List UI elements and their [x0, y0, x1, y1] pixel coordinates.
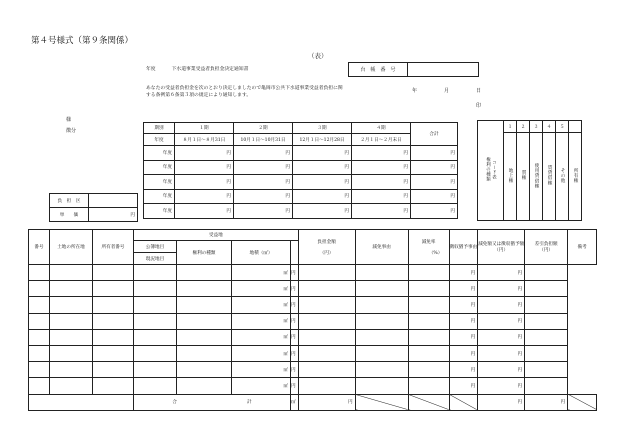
notice-year-label: 年度: [146, 67, 156, 72]
cell-right-type[interactable]: [177, 329, 232, 345]
cell-deferral-amount[interactable]: 円: [449, 329, 478, 345]
land-table: [28, 229, 597, 411]
unit-price-label: 単 価: [50, 208, 89, 222]
seal-mark: 印: [476, 103, 482, 109]
cell-number[interactable]: [29, 345, 50, 361]
cell-register[interactable]: [134, 281, 177, 297]
period-row-year: 年度: [144, 204, 175, 219]
cell-net-amount[interactable]: 円: [478, 378, 525, 394]
period-row-amount[interactable]: 円: [352, 189, 411, 204]
cell-area[interactable]: ㎡: [232, 378, 291, 394]
cell-burden-amount[interactable]: 円: [291, 281, 299, 297]
cell-area[interactable]: ㎡: [232, 329, 291, 345]
addressee-suffix: 様: [66, 117, 72, 123]
cell-location[interactable]: [50, 297, 93, 313]
period-row-year: 年度: [144, 189, 175, 204]
total-net-amount[interactable]: 円: [525, 394, 568, 410]
table-row: [29, 297, 597, 313]
table-row: [29, 345, 597, 361]
cell-location[interactable]: [50, 345, 93, 361]
cell-owner-number[interactable]: [93, 313, 134, 329]
right-lease: 賃貸借権: [543, 133, 556, 221]
cell-right-type[interactable]: [177, 265, 232, 281]
code-col-blank: [569, 121, 582, 133]
right-loan-use: 使用貸借権: [530, 133, 543, 221]
period-row-amount[interactable]: 円: [175, 189, 234, 204]
col-net-amount: 差引負担額 （円）: [525, 230, 568, 265]
col-public-register: 公簿地目: [134, 241, 177, 253]
burden-box: [49, 193, 138, 222]
cell-burden-amount[interactable]: 円: [291, 362, 299, 378]
col-owner-number: 所有者番号: [93, 230, 134, 265]
cell-remarks[interactable]: [525, 329, 568, 345]
burden-area-field[interactable]: [89, 194, 138, 208]
cell-owner-number[interactable]: [93, 281, 134, 297]
cell-reduction-reason[interactable]: [298, 329, 355, 345]
table-row: [29, 281, 597, 297]
cell-location[interactable]: [50, 265, 93, 281]
period-row: [144, 146, 458, 161]
period-row: [144, 160, 458, 175]
cell-net-amount[interactable]: 円: [478, 265, 525, 281]
cell-owner-number[interactable]: [93, 329, 134, 345]
period-3-range: 12月１日～12月28日: [293, 134, 352, 146]
rights-code-header: [478, 121, 504, 221]
cell-number[interactable]: [29, 378, 50, 394]
cell-deferral[interactable]: [408, 313, 449, 329]
period-2-name: ２期: [234, 123, 293, 134]
period-1-name: １期: [175, 123, 234, 134]
cell-number[interactable]: [29, 362, 50, 378]
cell-right-type[interactable]: [177, 345, 232, 361]
col-remarks: 備考: [568, 230, 597, 265]
period-row-year: 年度: [144, 175, 175, 190]
cell-net-amount[interactable]: 円: [478, 313, 525, 329]
cell-remarks[interactable]: [525, 313, 568, 329]
col-right-type: 権利の種類: [177, 241, 232, 265]
rights-type-label: 権利の種類: [485, 157, 491, 182]
cell-number[interactable]: [29, 297, 50, 313]
total-deferral-slash: [449, 394, 478, 410]
cell-deferral-amount[interactable]: 円: [449, 345, 478, 361]
cell-owner-number[interactable]: [93, 265, 134, 281]
period-row-amount[interactable]: 円: [234, 175, 293, 190]
cell-deferral[interactable]: [408, 265, 449, 281]
cell-reduction-rate[interactable]: [355, 378, 408, 394]
cell-owner-number[interactable]: [93, 345, 134, 361]
period-row-amount[interactable]: 円: [234, 204, 293, 219]
period-1-range: ８月１日～８月31日: [175, 134, 234, 146]
cell-register[interactable]: [134, 345, 177, 361]
date-day-label: 日: [476, 88, 482, 94]
cell-remarks[interactable]: [525, 281, 568, 297]
register-number-field[interactable]: [408, 63, 479, 77]
period-row-amount[interactable]: 円: [293, 204, 352, 219]
code-table-label: コード表: [491, 159, 497, 180]
cell-reduction-reason[interactable]: [298, 281, 355, 297]
cell-net-amount[interactable]: 円: [478, 297, 525, 313]
cell-right-type[interactable]: [177, 362, 232, 378]
period-table: [143, 122, 458, 219]
cell-area[interactable]: ㎡: [232, 313, 291, 329]
cell-register[interactable]: [134, 297, 177, 313]
cell-net-amount[interactable]: 円: [478, 329, 525, 345]
cell-deferral-amount[interactable]: 円: [449, 281, 478, 297]
total-reduction-reason-slash: [355, 394, 408, 410]
date-month-label: 月: [444, 88, 450, 94]
code-col-3: ３: [530, 121, 543, 133]
period-row-amount[interactable]: 円: [293, 189, 352, 204]
cell-reduction-rate[interactable]: [355, 265, 408, 281]
cell-remarks[interactable]: [525, 362, 568, 378]
cell-reduction-rate[interactable]: [355, 329, 408, 345]
col-reduction-rate: 減免率 （%）: [408, 230, 449, 265]
table-row: [29, 265, 597, 281]
cell-number[interactable]: [29, 265, 50, 281]
total-row: [29, 394, 597, 410]
col-location: 土地の所在地: [50, 230, 93, 265]
table-row: [29, 329, 597, 345]
front-side-label: （表）: [308, 52, 328, 60]
cell-burden-amount[interactable]: 円: [291, 378, 299, 394]
code-col-4: ４: [543, 121, 556, 133]
cell-owner-number[interactable]: [93, 378, 134, 394]
cell-deferral-amount[interactable]: 円: [449, 362, 478, 378]
right-surface: 地上権: [504, 133, 517, 221]
cell-area[interactable]: ㎡: [232, 281, 291, 297]
period-row-amount[interactable]: 円: [175, 175, 234, 190]
cell-remarks[interactable]: [525, 345, 568, 361]
period-row-amount[interactable]: 円: [352, 175, 411, 190]
cell-burden-amount[interactable]: 円: [291, 345, 299, 361]
cell-deferral[interactable]: [408, 329, 449, 345]
cell-location[interactable]: [50, 281, 93, 297]
form-number: 第４号様式（第９条関係）: [31, 36, 134, 46]
total-area[interactable]: ㎡: [291, 394, 299, 410]
period-row-amount[interactable]: 円: [175, 160, 234, 175]
cell-reduction-rate[interactable]: [355, 362, 408, 378]
category-label: 徴分: [66, 128, 77, 134]
period-row-amount[interactable]: 円: [293, 175, 352, 190]
period-row-amount[interactable]: 円: [411, 160, 458, 175]
cell-reduction-rate[interactable]: [355, 281, 408, 297]
period-row-amount[interactable]: 円: [411, 175, 458, 190]
cell-deferral-amount[interactable]: 円: [449, 265, 478, 281]
right-other: その他: [556, 133, 569, 221]
cell-reduction-rate[interactable]: [355, 297, 408, 313]
cell-deferral-amount[interactable]: 円: [449, 297, 478, 313]
cell-area[interactable]: ㎡: [232, 297, 291, 313]
cell-burden-amount[interactable]: 円: [291, 313, 299, 329]
period-row-amount[interactable]: 円: [234, 160, 293, 175]
unit-price-field[interactable]: 円: [89, 208, 138, 222]
period-row-amount[interactable]: 円: [352, 160, 411, 175]
cell-reduction-rate[interactable]: [355, 313, 408, 329]
cell-deferral[interactable]: [408, 297, 449, 313]
period-row-amount[interactable]: 円: [293, 146, 352, 161]
notice-body: あなたの受益者負担金を次のとおり決定しましたので亀岡市公共下水道事業受益者負担に関する条例第６条第３項の規定により通知します。: [146, 86, 343, 99]
code-col-2: ２: [517, 121, 530, 133]
cell-register[interactable]: [134, 362, 177, 378]
col-area: 地積（㎡）: [232, 241, 291, 265]
period-row-amount[interactable]: 円: [411, 146, 458, 161]
col-reduction-reason: 減免事由: [355, 230, 408, 265]
cell-reduction-rate[interactable]: [355, 345, 408, 361]
cell-burden-amount[interactable]: 円: [291, 297, 299, 313]
cell-deferral[interactable]: [408, 362, 449, 378]
burden-area-label: 負 担 区: [50, 194, 89, 208]
period-row-amount[interactable]: 円: [175, 146, 234, 161]
cell-number[interactable]: [29, 281, 50, 297]
col-deferral: 徴収猶予事由: [449, 230, 478, 265]
cell-net-amount[interactable]: 円: [478, 362, 525, 378]
right-pledge: 質権: [517, 133, 530, 221]
cell-reduction-reason[interactable]: [298, 265, 355, 281]
cell-register[interactable]: [134, 329, 177, 345]
rights-code-table: [477, 120, 582, 221]
period-row-amount[interactable]: 円: [293, 160, 352, 175]
period-row: [144, 189, 458, 204]
cell-deferral-amount[interactable]: 円: [449, 313, 478, 329]
cell-area[interactable]: ㎡: [232, 362, 291, 378]
cell-reduction-reason[interactable]: [298, 362, 355, 378]
table-row: [29, 378, 597, 394]
cell-right-type[interactable]: [177, 378, 232, 394]
date-year-label: 年: [412, 88, 418, 94]
cell-area[interactable]: ㎡: [232, 345, 291, 361]
cell-deferral[interactable]: [408, 378, 449, 394]
cell-location[interactable]: [50, 329, 93, 345]
cell-register[interactable]: [134, 313, 177, 329]
register-number-box: [348, 62, 479, 77]
cell-right-type[interactable]: [177, 281, 232, 297]
cell-area[interactable]: ㎡: [232, 265, 291, 281]
juekichi-header: 受益地: [134, 230, 299, 241]
cell-burden-amount[interactable]: 円: [291, 329, 299, 345]
code-col-5: ５: [556, 121, 569, 133]
cell-deferral[interactable]: [408, 345, 449, 361]
cell-deferral[interactable]: [408, 281, 449, 297]
cell-reduction-reason[interactable]: [298, 378, 355, 394]
cell-reduction-reason[interactable]: [298, 297, 355, 313]
cell-reduction-reason[interactable]: [298, 313, 355, 329]
col-burden-amount: 負担金額 （円）: [298, 230, 355, 265]
period-row: [144, 175, 458, 190]
total-row-blank: [29, 394, 134, 410]
period-row: [144, 204, 458, 219]
period-3-name: ３期: [293, 123, 352, 134]
cell-number[interactable]: [29, 329, 50, 345]
period-row-year: 年度: [144, 146, 175, 161]
period-row-amount[interactable]: 円: [352, 204, 411, 219]
period-row-amount[interactable]: 円: [411, 204, 458, 219]
notice-title-text: 下水道事業受益者負担金決定通知書: [171, 67, 249, 72]
table-row: [29, 313, 597, 329]
cell-register[interactable]: [134, 265, 177, 281]
total-reduction-rate-slash: [408, 394, 449, 410]
cell-right-type[interactable]: [177, 313, 232, 329]
cell-number[interactable]: [29, 313, 50, 329]
right-ownership: 所有権: [569, 133, 582, 221]
cell-net-amount[interactable]: 円: [478, 345, 525, 361]
code-col-1: １: [504, 121, 517, 133]
cell-owner-number[interactable]: [93, 297, 134, 313]
col-current: 現況地目: [134, 253, 177, 265]
total-deferral-amount[interactable]: 円: [478, 394, 525, 410]
cell-location[interactable]: [50, 378, 93, 394]
notice-title: [146, 65, 248, 72]
register-number-label: 台 帳 番 号: [349, 63, 408, 77]
total-burden-amount[interactable]: 円: [298, 394, 355, 410]
period-row-year: 年度: [144, 160, 175, 175]
period-label: 期別: [144, 123, 175, 134]
period-row-amount[interactable]: 円: [234, 146, 293, 161]
cell-location[interactable]: [50, 313, 93, 329]
period-4-name: ４期: [352, 123, 411, 134]
cell-deferral-amount[interactable]: 円: [449, 378, 478, 394]
cell-burden-amount[interactable]: 円: [291, 265, 299, 281]
total-remarks-slash: [568, 394, 597, 410]
period-row-amount[interactable]: 円: [411, 189, 458, 204]
period-2-range: 10月１日～10月31日: [234, 134, 293, 146]
period-4-range: ２月１日～２月末日: [352, 134, 411, 146]
col-number: 番号: [29, 230, 50, 265]
cell-owner-number[interactable]: [93, 362, 134, 378]
cell-remarks[interactable]: [525, 265, 568, 281]
total-row-label: 合 計: [134, 394, 291, 410]
period-row-amount[interactable]: 円: [352, 146, 411, 161]
cell-register[interactable]: [134, 378, 177, 394]
cell-net-amount[interactable]: 円: [478, 281, 525, 297]
cell-right-type[interactable]: [177, 297, 232, 313]
period-year-label: 年度: [144, 134, 175, 146]
period-row-amount[interactable]: 円: [234, 189, 293, 204]
period-row-amount[interactable]: 円: [175, 204, 234, 219]
cell-reduction-reason[interactable]: [298, 345, 355, 361]
cell-location[interactable]: [50, 362, 93, 378]
table-row: [29, 362, 597, 378]
total-label: 合計: [411, 123, 458, 146]
cell-remarks[interactable]: [525, 378, 568, 394]
col-deferral-amount: 減免額又は徴収猶予額 （円）: [478, 230, 525, 265]
cell-remarks[interactable]: [525, 297, 568, 313]
